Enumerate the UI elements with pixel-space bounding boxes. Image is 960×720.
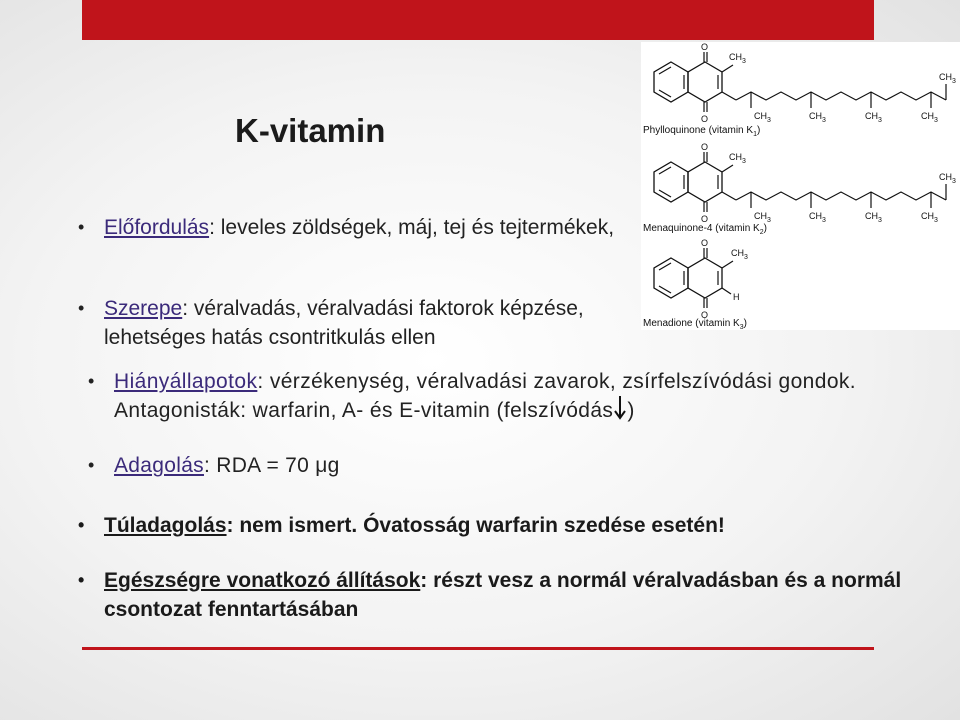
- svg-text:CH3: $CH_3$: [754, 111, 771, 124]
- bullet-role: [78, 294, 644, 352]
- svg-text:CH3: $CH_3$: [921, 211, 938, 224]
- bullet-suffix: ): [627, 399, 635, 422]
- bullet-dot: •: [78, 298, 85, 318]
- bullet-dot: •: [78, 217, 85, 237]
- bottom-accent-rule: [82, 647, 874, 650]
- bullet-keyword: Egészségre vonatkozó állítások: [104, 569, 421, 592]
- svg-text:H: H: [733, 292, 740, 302]
- svg-text:CH3: $CH_3$: [809, 111, 826, 124]
- svg-text:O: O: [701, 142, 709, 152]
- bullet-text: : véralvadás, véralvadási faktorok képzése, lehetséges hatás csontritkulás ellen: [104, 297, 584, 349]
- bullet-dot: •: [78, 570, 85, 590]
- bullet-keyword: Előfordulás: [104, 216, 210, 239]
- bullet-text: : RDA = 70 μg: [203, 454, 340, 477]
- phylloquinone-caption: Phylloquinone (vitamin $K_1$): [643, 125, 761, 138]
- bullet-keyword: Szerepe: [104, 297, 183, 320]
- down-arrow-icon: [613, 399, 627, 419]
- bullet-overdose: [78, 511, 904, 540]
- svg-text:O: O: [701, 238, 709, 248]
- svg-text:O: O: [701, 310, 709, 320]
- structures-svg: [641, 42, 960, 330]
- bullet-keyword: Adagolás: [114, 454, 204, 477]
- svg-text:O: O: [701, 214, 709, 224]
- bullet-dot: •: [88, 371, 95, 391]
- bullet-text: : vérzékenység, véralvadási zavarok, zsírfelszívódási gondok. Antagonisták: warfarin, A- és E-vitamin (felszívódás: [114, 370, 857, 422]
- phylloquinone-structure: [654, 42, 956, 124]
- svg-text:CH3: $CH_3$: [865, 211, 882, 224]
- top-accent-bar: [82, 0, 874, 40]
- bullet-dosage: [88, 451, 714, 480]
- svg-text:CH3: $CH_3$: [731, 248, 748, 261]
- menaquinone-structure: [654, 142, 956, 224]
- svg-text:CH3: $CH_3$: [729, 152, 746, 165]
- bullet-occurrence: [78, 213, 624, 242]
- bullet-health-claims: [78, 566, 924, 624]
- slide-title: K-vitamin: [235, 112, 386, 149]
- vitamin-k-structures-figure: [641, 42, 960, 330]
- svg-text:CH3: $CH_3$: [809, 211, 826, 224]
- bullet-keyword: Hiányállapotok: [114, 370, 258, 393]
- svg-text:CH3: $CH_3$: [865, 111, 882, 124]
- svg-text:CH3: $CH_3$: [939, 72, 956, 85]
- bullet-text: : nem ismert. Óvatosság warfarin szedése esetén!: [226, 514, 725, 537]
- bullet-deficiency: [88, 367, 914, 425]
- svg-text:CH3: $CH_3$: [754, 211, 771, 224]
- svg-text:CH3: $CH_3$: [939, 172, 956, 185]
- menadione-structure: [654, 238, 748, 320]
- bullet-text: : részt vesz a normál véralvadásban és a normál csontozat fenntartásában: [104, 569, 902, 621]
- menaquinone-caption: Menaquinone-4 (vitamin $K_2$): [643, 223, 767, 236]
- bullet-keyword: Túladagolás: [104, 514, 227, 537]
- svg-text:O: O: [701, 42, 709, 52]
- svg-text:CH3: $CH_3$: [921, 111, 938, 124]
- svg-text:O: O: [701, 114, 709, 124]
- svg-text:CH3: $CH_3$: [729, 52, 746, 65]
- bullet-dot: •: [88, 455, 95, 475]
- bullet-dot: •: [78, 515, 85, 535]
- bullet-text: : leveles zöldségek, máj, tej és tejtermékek,: [209, 216, 615, 239]
- menadione-caption: Menadione (vitamin $K_3$): [643, 318, 747, 330]
